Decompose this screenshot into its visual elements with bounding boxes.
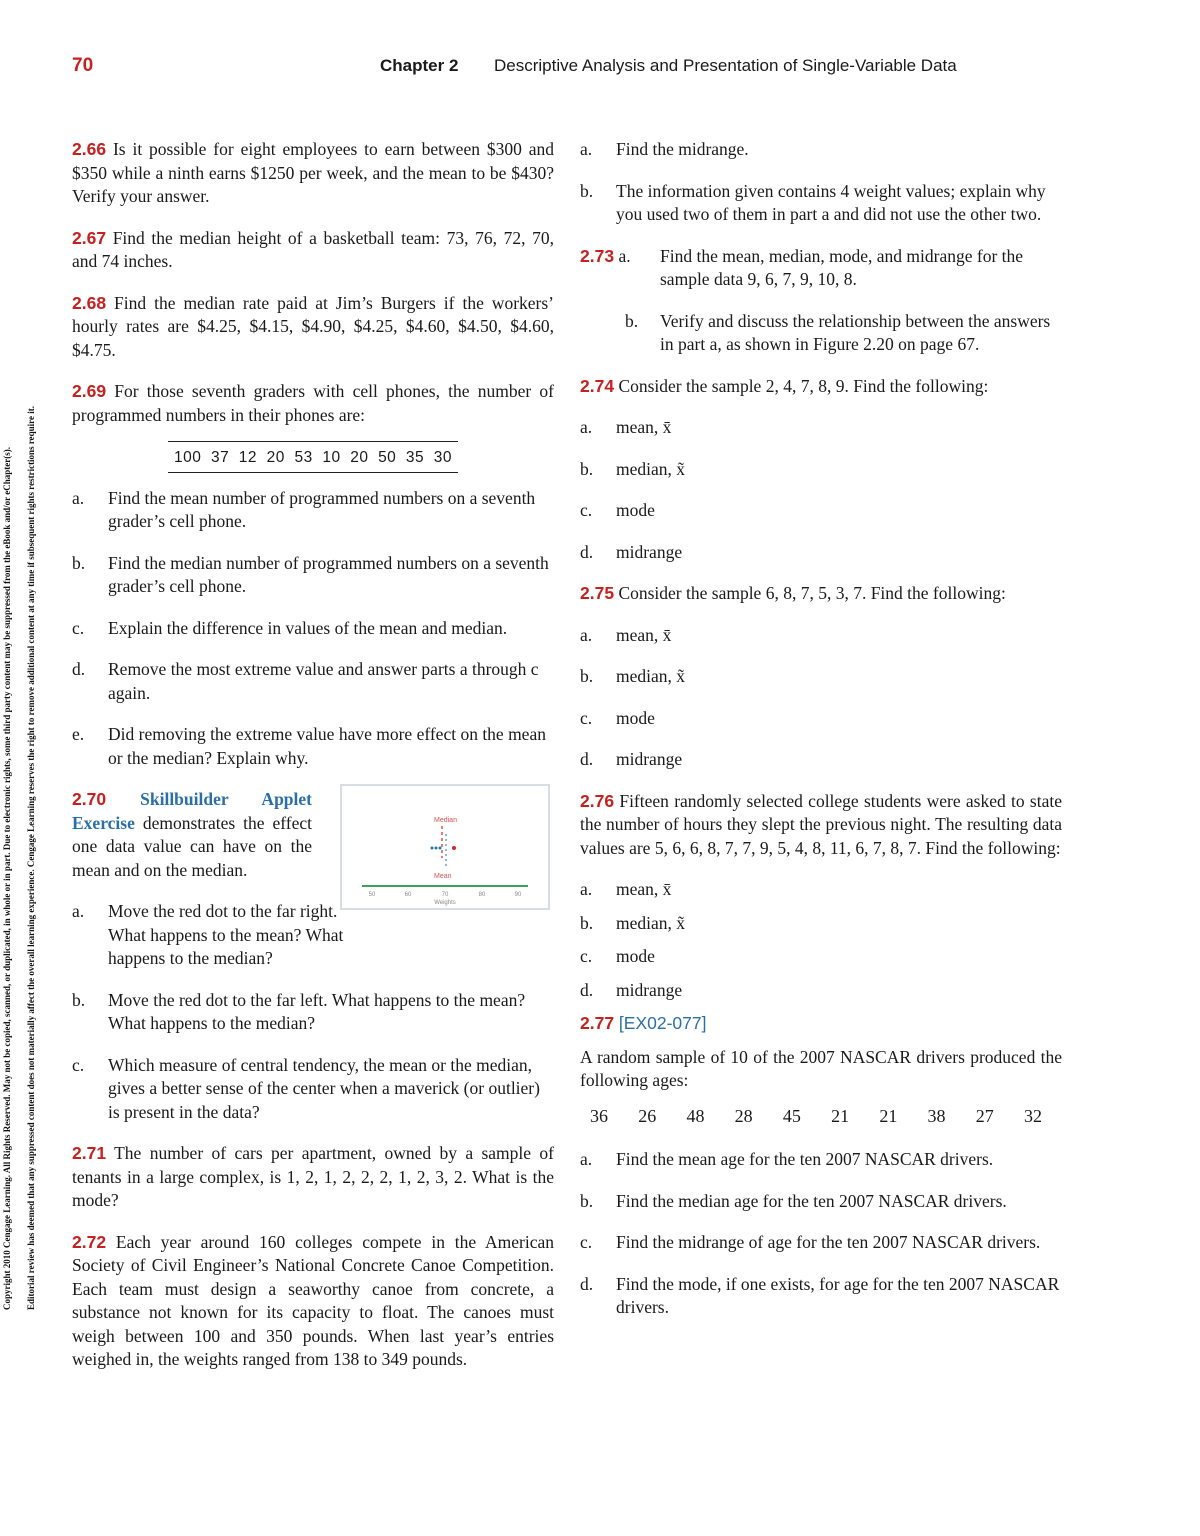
data-values: 100 37 12 20 53 10 20 50 35 30 xyxy=(168,441,458,473)
data-dot xyxy=(431,847,434,850)
mean-label: Mean xyxy=(434,873,452,880)
age-value: 26 xyxy=(638,1105,657,1126)
age-value: 45 xyxy=(782,1105,801,1126)
exercise-2-76 xyxy=(580,790,1062,861)
exercise-number: 2.70 xyxy=(72,789,107,809)
exercise-text: For those seventh graders with cell phones, the number of programmed numbers in their phones are: xyxy=(72,381,554,425)
tick-label: 90 xyxy=(514,892,522,898)
list-item: a. Find the mean age for the ten 2007 NASCAR drivers. xyxy=(580,1149,994,1169)
list-item: b. median, x̃ xyxy=(580,458,686,479)
list-item: c. Explain the difference in values of the mean and median. xyxy=(72,617,508,638)
exercise-text: The number of cars per apartment, owned by a sample of tenants in a large complex, is 1, 2, 1, 2, 2, 2, 1, 2, 3, 2. What is the mode? xyxy=(72,1143,554,1210)
list-item: c. Which measure of central tendency, the mean or the median, gives a better sense of the center when a maverick (or outlier) is present in the data? xyxy=(72,1054,540,1122)
exercise-2-77 xyxy=(580,1012,1062,1036)
list-item: a. mean, x̄ xyxy=(580,879,672,899)
exercise-text: demonstrates the effect one data value can have on the mean and on the median. xyxy=(72,812,312,880)
exercise-number: 2.74 xyxy=(580,375,615,396)
exercise-text: Find the median rate paid at Jim’s Burgers if the workers’ hourly rates are $4.25, $4.15, $4.90, $4.25, $4.60, $4.50, $4.60, $4.75. xyxy=(72,292,554,360)
exercise-number: 2.67 xyxy=(72,227,107,248)
exercise-2-66 xyxy=(72,138,554,209)
data-dot xyxy=(435,847,438,850)
exercise-text: A random sample of 10 of the 2007 NASCAR drivers produced the following ages: xyxy=(580,1046,1062,1090)
age-value: 21 xyxy=(831,1105,850,1126)
exercise-text: Is it possible for eight employees to earn between $300 and $350 while a ninth earns $1250 per week, and the mean to be $430? Verify your answer. xyxy=(72,139,554,206)
exercise-text: Find the median height of a basketball team: 73, 76, 72, 70, and 74 inches. xyxy=(72,227,554,271)
exercise-number: 2.71 xyxy=(72,1143,107,1163)
exercise-2-69 xyxy=(72,380,554,427)
ages-row xyxy=(590,1105,1042,1129)
exercise-text: Consider the sample 2, 4, 7, 8, 9. Find the following: xyxy=(614,375,989,396)
copyright-note: Copyright 2010 Cengage Learning. All Rights Reserved. May not be copied, scanned, or duplicated, in whole or in part. Due to electronic rights, some third party content may be suppressed from the eBook and/or eChapter(s). xyxy=(2,447,12,1310)
exercise-number: 2.69 xyxy=(72,381,107,401)
dataset-link[interactable]: [EX02-077] xyxy=(614,1013,707,1033)
list-item: c. mode xyxy=(580,946,655,966)
exercise-text: Consider the sample 6, 8, 7, 5, 3, 7. Find the following: xyxy=(614,583,1006,603)
list-item: e. Did removing the extreme value have more effect on the mean or the median? Explain why. xyxy=(72,724,546,768)
list-item: b. Move the red dot to the far left. What happens to the mean? What happens to the median? xyxy=(72,989,526,1033)
age-value: 32 xyxy=(1023,1105,1042,1126)
list-item: c. Find the midrange of age for the ten 2007 NASCAR drivers. xyxy=(580,1232,1041,1252)
data-dot xyxy=(439,847,442,850)
age-value: 48 xyxy=(686,1105,705,1126)
exercise-2-68 xyxy=(72,292,554,363)
exercise-number: 2.72 xyxy=(72,1231,107,1252)
list-item: a. mean, x̄ xyxy=(580,417,672,437)
exercise-number: 2.73 xyxy=(580,245,615,266)
applet-thumbnail[interactable] xyxy=(340,784,550,910)
exercise-2-72 xyxy=(72,1231,554,1372)
exercise-2-75 xyxy=(580,582,1062,606)
list-item: d. midrange xyxy=(580,979,683,1000)
list-item: b. The information given contains 4 weight values; explain why you used two of them in part a and did not use the other two. xyxy=(580,180,1046,224)
list-item: b. Find the median age for the ten 2007 NASCAR drivers. xyxy=(580,1190,1007,1211)
exercise-2-70 xyxy=(72,788,554,906)
tick-label: 80 xyxy=(478,892,486,898)
exercise-number: 2.66 xyxy=(72,139,107,159)
applet-link[interactable]: Skillbuilder Applet Exercise xyxy=(72,789,312,833)
chapter-title: Descriptive Analysis and Presentation of Single-Variable Data xyxy=(494,56,957,75)
median-label: Median xyxy=(434,817,457,824)
exercise-number: 2.76 xyxy=(580,790,615,811)
tick-label: 70 xyxy=(441,892,449,898)
list-item: a. Find the mean number of programmed numbers on a seventh grader’s cell phone. xyxy=(72,487,536,531)
exercise-2-73: 2.73 a. Find the mean, median, mode, and midrange for the sample data 9, 6, 7, 9, 10, 8. xyxy=(580,245,1024,289)
list-item: d. midrange xyxy=(580,541,683,562)
data-table xyxy=(72,441,554,473)
exercise-text: Each year around 160 colleges compete in the American Society of Civil Engineer’s National Concrete Canoe Competition. Each team must design a seaworthy canoe from concrete, a substance not known for its capacity to float. The canoes must weigh between 100 and 350 pounds. When last year’s entries weighed in, the weights ranged from 138 to 349 pounds. xyxy=(72,1231,554,1369)
list-item: b. median, x̃ xyxy=(580,666,686,686)
list-item: b. Find the median number of programmed numbers on a seventh grader’s cell phone. xyxy=(72,552,549,596)
applet-figure xyxy=(342,786,548,908)
exercise-2-67 xyxy=(72,227,554,274)
list-item: b. median, x̃ xyxy=(580,912,686,933)
page-number: 70 xyxy=(72,55,94,76)
exercise-text: Fifteen randomly selected college students were asked to state the number of hours they slept the previous night. The resulting data values are 5, 6, 6, 8, 7, 7, 9, 5, 4, 8, 11, 6, 7, 8, 7. Find the following: xyxy=(580,790,1062,858)
exercise-number: 2.68 xyxy=(72,292,107,313)
editorial-note: Editorial review has deemed that any suppressed content does not materially affect the overall learning experience. Cengage Learning reserves the right to remove additional content at any time if subsequent rights restrictions require it. xyxy=(26,406,36,1310)
age-value: 36 xyxy=(590,1105,608,1126)
list-item: a. mean, x̄ xyxy=(580,624,672,645)
age-value: 21 xyxy=(879,1105,898,1126)
list-item: d. Find the mode, if one exists, for age for the ten 2007 NASCAR drivers. xyxy=(580,1273,1060,1317)
list-item: c. mode xyxy=(580,500,655,520)
list-item: c. mode xyxy=(580,707,655,728)
right-column xyxy=(580,138,1062,1338)
tick-label: 50 xyxy=(368,892,376,898)
left-column xyxy=(72,138,554,1390)
exercise-2-74 xyxy=(580,375,1062,399)
list-item: a. Find the midrange. xyxy=(580,139,749,159)
chapter-label: Chapter 2 xyxy=(380,56,459,75)
red-dot xyxy=(452,846,456,850)
list-item: d. midrange xyxy=(580,749,683,769)
age-value: 28 xyxy=(734,1105,753,1126)
list-item: a. Move the red dot to the far right. What happens to the mean? What happens to the median? xyxy=(72,901,344,968)
age-value: 27 xyxy=(975,1105,994,1126)
age-value: 38 xyxy=(927,1105,946,1126)
list-item: d. Remove the most extreme value and answer parts a through c again. xyxy=(72,659,539,703)
exercise-number: 2.75 xyxy=(580,583,615,603)
list-item: b. Verify and discuss the relationship between the answers in part a, as shown in Figure 2.20 on page 67. xyxy=(625,310,1051,354)
exercise-number: 2.77 xyxy=(580,1013,615,1033)
exercise-2-71 xyxy=(72,1142,554,1213)
tick-label: 60 xyxy=(404,892,412,898)
axis-label: Weights xyxy=(434,900,456,906)
